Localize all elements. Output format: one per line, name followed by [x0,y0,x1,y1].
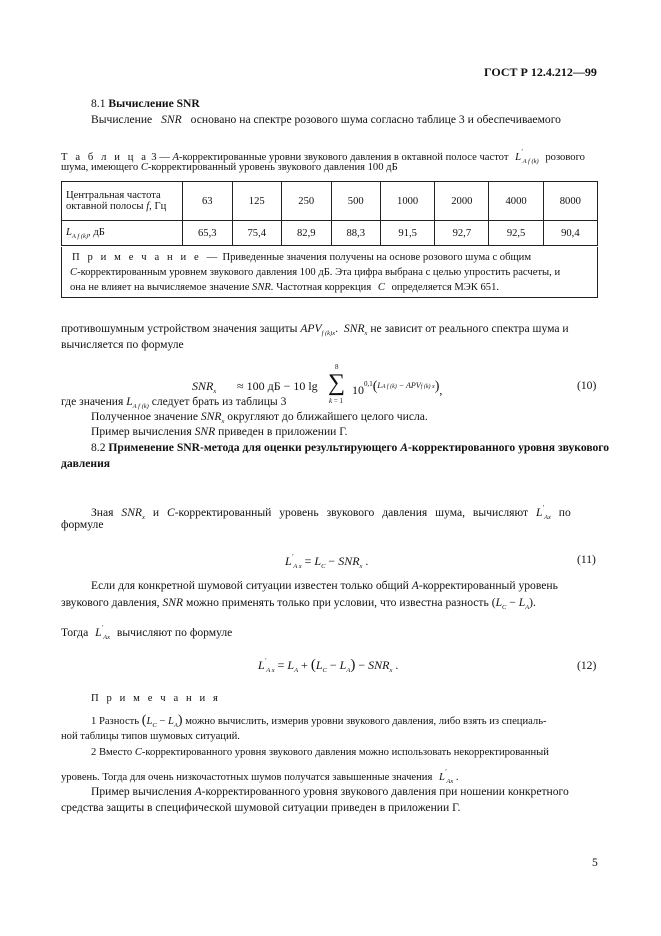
frequency-cell: 1000 [381,182,435,221]
text: 1 Разность [91,716,140,727]
text: -корректированного уровня звукового давления при ношении конкретного [201,785,569,798]
level-cell: 90,4 [543,221,597,246]
difference-expression: $(L_C - L_A)$. [491,596,536,611]
text: Частотная коррекция [276,282,372,293]
text: шума, имеющего [61,162,139,173]
frequency-cell: 250 [282,182,332,221]
notes-title-text: П р и м е ч а н и я [91,693,221,704]
text: Зная [91,506,114,519]
paragraph-if-known [91,578,558,594]
text: Если для конкретной шумовой ситуации известен только общий [91,579,409,592]
section-8-2-heading [91,440,609,456]
paragraph-apv: противошумным устройством значения защиты $APV_{f (k)x}$. $SNR_x$ не зависит от реального спектра шума и [61,322,569,337]
text: можно применять только при условии, что известна разность [186,596,489,609]
text: розового [545,152,585,163]
table-note-label: П р и м е ч а н и е — [72,252,220,263]
text: уровень. Тогда для очень низкочастотных шумов получатся завышенные значения [61,772,433,783]
text: 2 Вместо [91,747,133,758]
section-8-2-heading-line-2: давления [61,457,111,470]
frequency-cell: 2000 [435,182,489,221]
text: Вычисление [91,113,153,126]
la-fk-symbol: $L_{A f (k)}$ [66,226,89,240]
level-cell: 82,9 [282,221,332,246]
f-symbol: f [146,201,150,212]
section-number: 8.1 [91,97,106,110]
octave-band-table [61,181,598,246]
text: определяется МЭК 651. [391,282,500,293]
text: -корректированный уровень звукового давления шума, вычисляют [174,506,529,519]
la-x-symbol: $L'_{Ax}$ [95,624,110,641]
text: противошумным устройством значения защиты [61,322,298,335]
c-symbol: C [134,747,142,758]
sum-lower: k = 1 [329,397,344,405]
table-note-line-3 [70,280,590,295]
text: Приведенные значения получены на основе розового шума с общим [222,252,532,263]
frequency-cell: 63 [183,182,233,221]
header-label-line-2: октавной полосы [66,201,144,212]
c-symbol: C [377,282,385,293]
level-cell: 65,3 [183,221,233,246]
snr-symbol: SNR [162,596,184,609]
section-8-1-line [91,112,561,128]
text: приведен в приложении Г. [218,425,348,438]
frequency-cell: 500 [331,182,381,221]
level-cell: 75,4 [232,221,282,246]
text: -корректированный уровень звукового давления 100 дБ [147,162,398,173]
text: основано на спектре розового шума согласно таблице 3 и обеспечиваемого [190,113,561,126]
section-title: -корректированного уровня звукового [407,441,610,454]
section-title: Вычисление SNR [108,97,200,110]
level-cell: 91,5 [381,221,435,246]
c-symbol: C [166,506,175,519]
table-note [70,250,590,295]
text: Пример вычисления [91,425,192,438]
la-fk-symbol: $L'_{A f (k)}$ [515,148,539,165]
snr-symbol: SNR. [252,282,274,293]
sum-sign: ∑ [328,370,346,396]
text: Тогда [61,626,89,639]
eq10-power: 10$^{0,1}$($^{LA f (k) - APVf (k) x}$), [352,379,443,397]
a-symbol: A [411,579,419,592]
text: по [558,506,571,519]
difference-expression: $(L_C - L_A)$ [141,713,183,729]
table-row-levels [62,221,598,246]
table-note-line-1 [70,250,590,265]
a-symbol: A [194,785,202,798]
table-caption-line-2 [61,160,398,175]
text: Полученное значение [91,410,198,423]
frequency-cell: 125 [232,182,282,221]
c-symbol: C [70,267,78,278]
paragraph-example-line-2: средства защиты в специфической шумовой ситуации приведен в приложении Г. [61,801,461,814]
equation-11-number: (11) [577,553,596,566]
text: -корректированного уровня звукового давления можно использовать некорректированный [141,747,549,758]
table-caption-number: 3 — [151,152,170,163]
text: она не влияет на вычисляемое значение [70,282,250,293]
snr-symbol: SNR [161,113,182,126]
paragraph-example [91,784,569,800]
snr-symbol: SNR [194,425,216,438]
sum-upper: 8 [335,363,339,371]
level-header-cell [62,221,183,246]
paragraph-apv-line-2: вычисляется по формуле [61,338,184,351]
equation-10-number: (10) [577,379,597,392]
la-x-symbol: $L'_{Ax}$ [438,768,454,785]
paragraph-then [61,620,232,646]
note-2-line-2: уровень. Тогда для очень низкочастотных шумов получатся завышенные значения $L'_{Ax}$ . [61,768,459,785]
header-label-line-1: Центральная частота [66,190,161,201]
text: и [152,506,160,519]
a-symbol: A [172,152,179,163]
note-2 [91,745,549,760]
level-cell: 92,5 [489,221,543,246]
paragraph-knowing [91,500,596,526]
level-cell: 88,3 [331,221,381,246]
table-caption-label: Т а б л и ц а [61,152,149,163]
text: -корректированные уровни звукового давления в октавной полосе частот [178,152,509,163]
equation-12-number: (12) [577,659,597,672]
example-line [91,424,348,440]
note-1-line-2: ной таблицы типов шумовых ситуаций. [61,731,240,742]
a-symbol: A [400,441,408,454]
text: Пример вычисления [91,785,192,798]
equation-12: $L'_{A x} = L_A + (L_C - L_A) - SNR_x$ . [258,657,399,674]
la-fk-symbol: $L_{A f (k)}$ [126,395,149,410]
la-x-symbol: $L'_{Ax}$ [535,504,551,521]
paragraph-knowing-line-2: формуле [61,518,104,531]
row-label-unit: , дБ [88,226,105,238]
equation-11: $L'_{A x} = L_C - SNR_x$ . [285,553,369,570]
frequency-cell: 4000 [489,182,543,221]
text: -корректированным уровнем звукового давления 100 дБ. Эта цифра выбрана с целью упростить расчеты, и [77,267,561,278]
frequency-cell: 8000 [543,182,597,221]
section-number: 8.2 [91,441,106,454]
table-row-frequency [62,182,598,221]
eq10-lhs: $SNR_x$ [192,379,217,395]
text: звукового давления, [61,596,160,609]
text: вычисляют по формуле [116,626,233,639]
table-note-line-2 [70,265,590,280]
snr-x-symbol: $SNR_x$ [343,322,368,337]
level-cell: 92,7 [435,221,489,246]
paragraph-if-known-line-2 [61,595,536,616]
snr-x-symbol: $SNR_x$ [200,410,225,425]
snr-x-symbol: $SNR_x$ [121,506,145,521]
text: следует брать из таблицы 3 [151,395,287,408]
notes-title [91,691,221,706]
eq10-rhs: ≈ 100 дБ − 10 lg [237,379,318,393]
text: не зависит от реального спектра шума и [370,322,569,335]
apv-symbol: $APV_{f (k)x}$ [300,322,336,337]
section-8-1-heading [91,96,200,112]
text: можно вычислить, измерив уровни звукового давления, либо взять из специаль- [185,716,547,727]
frequency-header-cell [62,182,183,221]
page-number: 5 [592,856,598,869]
text: где значения [61,395,124,408]
section-title: Применение SNR-метода для оценки результирующего [108,441,398,454]
text: -корректированный уровень [418,579,558,592]
text: округляют до ближайшего целого числа. [227,410,428,423]
document-code: ГОСТ Р 12.4.212—99 [484,65,597,79]
c-symbol: C [140,162,148,173]
header-unit: , Гц [149,201,167,212]
